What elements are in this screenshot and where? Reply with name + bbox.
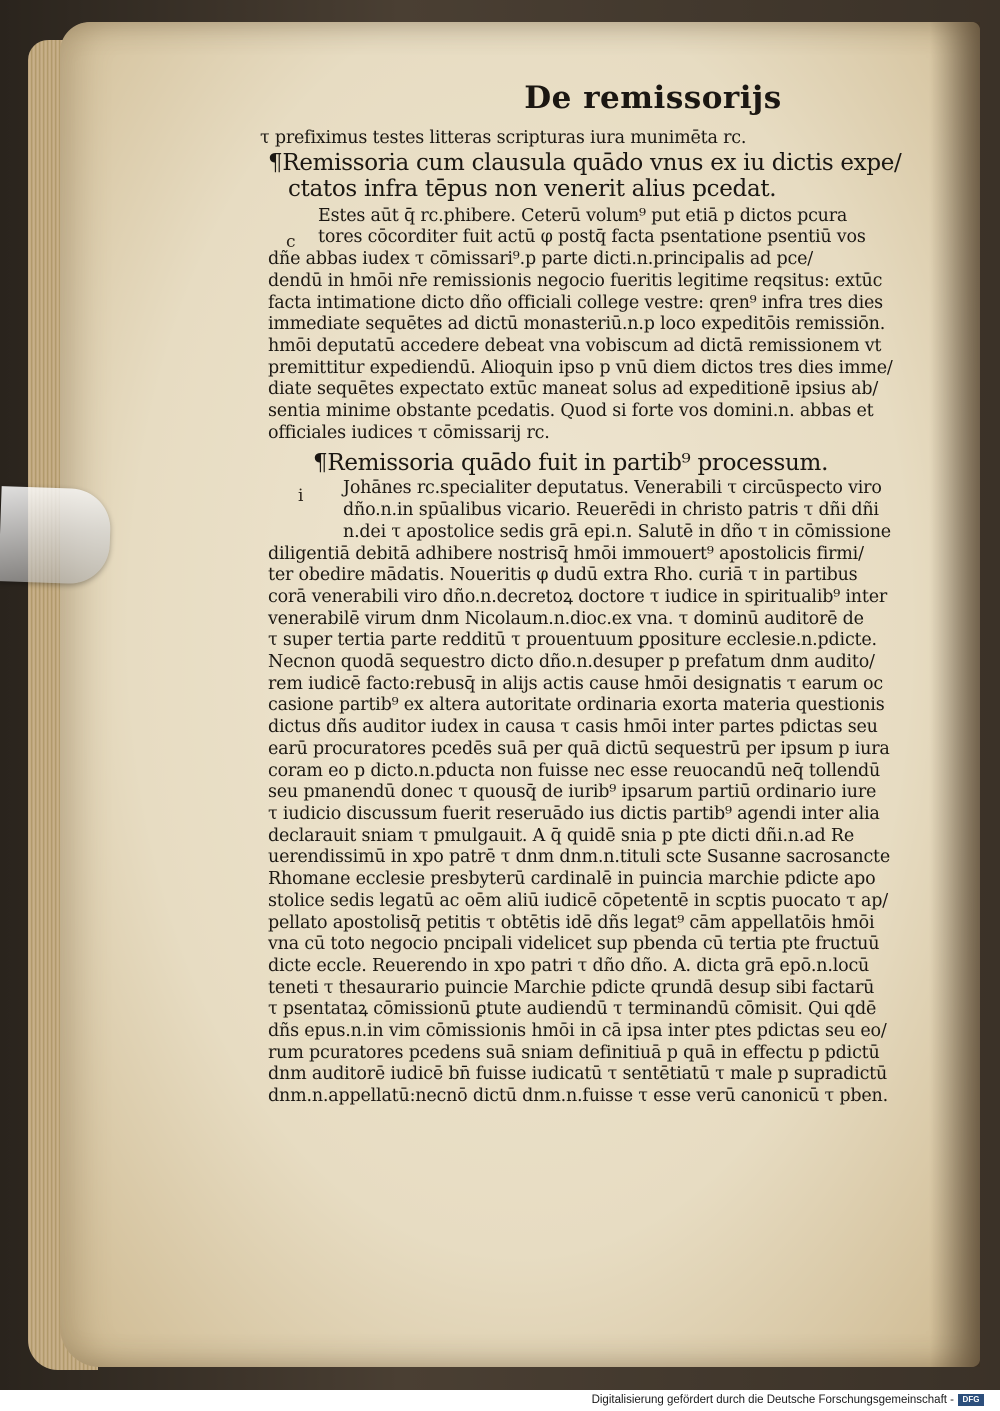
text-line: uerendissimū in xpo patrē τ dnm dnm.n.tituli scte Susanne sacrosancte: [268, 847, 891, 868]
text-line: dño.n.in spūalibus vicario. Reuerēdi in christo patris τ dñi dñi: [343, 500, 879, 521]
text-line: stolice sedis legatū ac oēm aliū iudicē cōpetentē in scptis puocato τ ap/: [268, 890, 888, 911]
text-line: pellato apostolisq̄ petitis τ obtētis idē dñs legat⁹ cām appellatōis hmōi: [268, 912, 875, 933]
section-heading: ¶Remissoria cum clausula quādo vnus ex iu dictis expe/: [268, 149, 902, 176]
text-line: τ iudicio discussum fuerit reseruādo ius dictis partib⁹ agendi inter alia: [268, 803, 880, 824]
text-line: immediate sequētes ad dictū monasteriū.n.p loco expeditōis remissiōn.: [268, 314, 886, 335]
printed-text-block: [260, 78, 902, 1108]
text-line: premittitur expediendū. Alioquin ipso p vnū diem dictos tres dies imme/: [268, 357, 893, 378]
text-line: dnm.n.appellatū:necnō dictū dnm.n.fuisse τ esse verū canonicū τ pben.: [268, 1086, 888, 1107]
text-line: dnm auditorē iudicē bn̄ fuisse iudicatū τ sentētiatū τ male p supradictū: [268, 1064, 888, 1085]
text-line: τ prefiximus testes litteras scripturas iura munimēta rc.: [260, 128, 747, 148]
guide-letter-c: c: [286, 232, 296, 252]
guide-letter-i: i: [298, 486, 304, 506]
text-line: n.dei τ apostolice sedis grā epi.n. Salutē in dño τ in cōmissione: [343, 521, 891, 542]
text-line: tores cōcorditer fuit actū φ postq̄ facta psentatione psentiū vos: [318, 227, 866, 248]
text-line: τ psentataꝝ cōmissionū ꝑtute audiendū τ terminandū cōmisit. Qui qdē: [268, 999, 877, 1020]
text-line: dñe abbas iudex τ cōmissari⁹.p parte dicti.n.principalis ad pce/: [268, 249, 813, 270]
text-line: Necnon quodā sequestro dicto dño.n.desuper p prefatum dnm audito/: [268, 652, 875, 673]
text-line: venerabilē virum dnm Nicolaum.n.dioc.ex vna. τ dominū auditorē de: [268, 608, 864, 629]
running-head: De remissorijs: [524, 80, 782, 116]
text-line: diate sequētes expectato extūc maneat solus ad expeditionē ipsius ab/: [268, 379, 879, 400]
text-line: ter obedire mādatis. Noueritis φ dudū extra Rho. curiā τ in partibus: [268, 565, 858, 586]
text-line: dendū in hmōi nr̄e remissionis negocio fueritis legitime reqsitus: extūc: [268, 270, 883, 291]
text-line: diligentiā debitā adhibere nostrisq̄ hmōi immouert⁹ apostolicis firmi/: [268, 543, 864, 564]
text-line: corā venerabili viro dño.n.decretoꝝ doctore τ iudice in spiritualib⁹ inter: [268, 586, 888, 607]
text-line: Estes aūt q̄ rc.phibere. Ceterū volum⁹ put etiā p dictos pcura: [318, 205, 848, 226]
text-line: officiales iudices τ cōmissarij rc.: [268, 422, 550, 443]
text-line: casione partib⁹ ex altera autoritate ordinaria exorta materia questionis: [268, 695, 885, 716]
text-line: Johānes rc.specialiter deputatus. Venerabili τ circūspecto viro: [343, 478, 882, 499]
text-line: declarauit sniam τ pmulgauit. A q̄ quidē snia p pte dicti dñi.n.ad Re: [268, 825, 854, 846]
text-line: teneti τ thesaurario puincie Marchie pdicte qrundā desup sibi factarū: [268, 977, 875, 998]
text-line: vna cū toto negocio pncipali videlicet sup pbenda cū tertia pte fructuū: [268, 934, 880, 955]
text-line: dictus dñs auditor iudex in causa τ casis hmōi inter partes pdictas seu: [268, 717, 878, 738]
text-line: sentia minime obstante pcedatis. Quod si forte vos domini.n. abbas et: [268, 401, 874, 422]
text-line: seu pmanendū donec τ quousq̄ de iurib⁹ ipsarum partiū ordinario iure: [268, 782, 877, 803]
text-line: rum pcuratores pcedens suā sniam definitiuā p quā in effectu p pdictū: [268, 1042, 880, 1063]
text-line: coram eo p dicto.n.pducta non fuisse nec esse reuocandū neq̄ tollendū: [268, 760, 881, 781]
page-gutter-shadow: [930, 22, 980, 1367]
footer-credit-text: Digitalisierung gefördert durch die Deutsche Forschungsgemeinschaft -: [591, 1394, 954, 1406]
text-line: dñs epus.n.in vim cōmissionis hmōi in cā ipsa inter ptes pdictas seu eo/: [268, 1021, 887, 1042]
section-heading: ¶Remissoria quādo fuit in partib⁹ processum.: [313, 450, 829, 477]
text-line: hmōi deputatū accedere debeat vna vobiscum ad dictā remissionem vt: [268, 335, 882, 356]
footer-bar: [0, 1390, 1000, 1411]
text-line: τ super tertia parte redditū τ prouentuum ꝑpositure ecclesie.n.pdicte.: [268, 630, 877, 651]
dfg-logo: DFG: [958, 1394, 984, 1406]
text-line: Rhomane ecclesie presbyterū cardinalē in puincia marchie pdicte apo: [268, 869, 876, 890]
page-holder-clip: [0, 486, 112, 585]
text-line: facta intimatione dicto dño officiali college vestre: qren⁹ infra tres dies: [268, 292, 883, 313]
text-line: dicte eccle. Reuerendo in xpo patri τ dño dño. A. dicta grā epō.n.locū: [268, 955, 870, 976]
section-heading: ctatos infra tēpus non venerit alius pcedat.: [288, 175, 777, 202]
text-line: rem iudicē facto:rebusq̄ in alijs actis cause hmōi designatis τ earum oc: [268, 673, 883, 694]
text-line: earū procuratores pcedēs suā per quā dictū sequestrū per ipsum p iura: [268, 738, 890, 759]
